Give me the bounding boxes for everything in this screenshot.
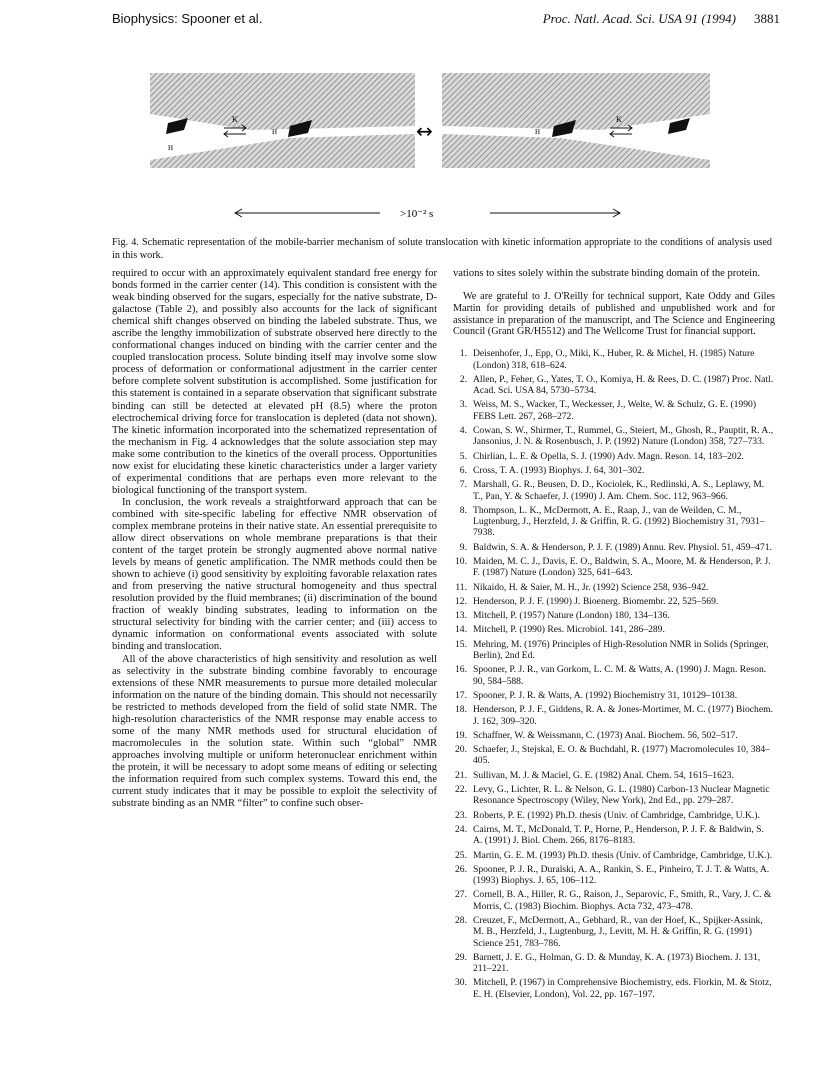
reference-text: Henderson, P. J. F., Giddens, R. A. & Jones-Mortimer, M. C. (1977) Biochem. J. 162, 309–320. [473,704,773,727]
reference-item [453,770,775,781]
reference-item [453,744,775,767]
h-label-right: H [535,128,541,136]
reference-text: Allen, P., Feher, G., Yates, T. O., Komiya, H. & Rees, D. C. (1987) Proc. Natl. Acad. Sci. USA 84, 5730–5734. [473,373,774,397]
reference-number: 27. [455,889,467,901]
running-head-journal [543,10,780,28]
reference-text: Chirlian, L. E. & Opella, S. J. (1990) Adv. Magn. Reson. 14, 183–202. [473,450,744,462]
reference-text: Weiss, M. S., Wacker, T., Weckesser, J., Welte, W. & Schulz, G. E. (1990) FEBS Lett. 267, 268–272. [473,399,757,422]
left-column [112,268,437,810]
reference-number: 13. [455,610,467,622]
reference-text: Mitchell, P. (1990) Res. Microbiol. 141, 286–289. [473,624,665,636]
reference-text: Creuzet, F., McDermott, A., Gebhard, R., van der Hoef, K., Spijker-Assink, M. B., Herzfeld, J., Lugtenburg, J., Levitt, M. H. & Griffin, R. G. (1991) Science 251, 783–786. [473,915,763,949]
reference-number: 5. [459,450,467,462]
reference-number: 4. [459,425,467,437]
membrane-bottom-left [150,134,415,168]
reference-text: Mitchell, P. (1957) Nature (London) 180, 134–136. [473,610,670,622]
reference-number: 3. [459,399,467,411]
caption-text: Schematic representation of the mobile-barrier mechanism of solute translocation with kinetic information appropriate to the conditions of analysis used in this work. [112,237,773,261]
reference-text: Cairns, M. T., McDonald, T. P., Horne, P., Henderson, P. J. F. & Baldwin, S. A. (1991) J. Biol. Chem. 266, 8176–8183. [473,823,764,847]
reference-text: Deisenhofer, J., Epp, O., Miki, K., Huber, R. & Michel, H. (1985) Nature (London) 318, 618–624. [473,348,755,371]
reference-item [453,542,775,553]
reference-item [453,596,775,607]
page-number: 3881 [754,11,780,26]
reference-number: 7. [459,479,467,491]
reference-number: 29. [455,951,467,963]
caption-label: Fig. 4. [112,237,139,248]
reference-number: 6. [459,464,467,476]
reference-text: Roberts, P. E. (1992) Ph.D. thesis (Univ. of Cambridge, Cambridge, U.K.). [473,809,760,821]
h-label-left: H [168,144,174,152]
acknowledgment: We are grateful to J. O'Reilly for technical support, Kate Oddy and Giles Martin for providing details of published and unpublished work and for assistance in preparation of the manuscript, and The Science and Engineering Council (Grant GR/H5512) and The Wellcome Trust for financial support. [453,291,775,338]
reference-text: Henderson, P. J. F. (1990) J. Bioenerg. Biomembr. 22, 525–569. [473,595,719,607]
reference-item [453,465,775,476]
reference-item [453,610,775,621]
figure-caption [112,236,772,262]
reference-number: 24. [455,823,467,835]
solute-flag-outer-right [668,118,690,134]
conformation-exchange-arrow: ↔ [416,119,433,143]
reference-item [453,624,775,635]
reference-number: 28. [455,915,467,926]
k-label-left: K [232,115,238,124]
reference-text: Marshall, G. R., Beusen, D. D., Kociolek, K., Redlinski, A. S., Leplawy, M. T., Pan, Y. & Schaefer, J. (1990) J. Am. Chem. Soc. 112, 963–966. [473,479,765,502]
reference-item [453,730,775,741]
reference-text: Maiden, M. C. J., Davis, E. O., Baldwin, S. A., Moore, M. & Henderson, P. J. F. (1987) Nature (London) 325, 641–643. [473,555,771,579]
reference-text: Sullivan, M. J. & Maciel, G. E. (1982) Anal. Chem. 54, 1615–1623. [473,769,734,781]
reference-text: Cross, T. A. (1993) Biophys. J. 64, 301–302. [473,464,645,476]
reference-item [453,704,775,727]
reference-number: 18. [455,704,467,716]
membrane-top-left [150,73,415,130]
reference-number: 10. [455,555,467,567]
figure-4 [150,68,720,228]
reference-number: 16. [455,664,467,676]
reference-item [453,690,775,701]
reference-number: 23. [455,809,467,821]
reference-item [453,824,775,847]
membrane-bottom-right [442,134,710,168]
paragraph-continuation: vations to sites solely within the substrate binding domain of the protein. [453,268,760,279]
timescale-label: >10⁻² s [400,208,434,220]
reference-item [453,864,775,887]
reference-text: Spooner, P. J. R. & Watts, A. (1992) Biochemistry 31, 10129–10138. [473,689,738,701]
reference-number: 14. [455,624,467,636]
reference-item [453,374,775,397]
reference-number: 25. [455,849,467,861]
reference-number: 17. [455,689,467,701]
reference-number: 12. [455,595,467,607]
reference-text: Spooner, P. J. R., Duralski, A. A., Rankin, S. E., Pinheiro, T. J. T. & Watts, A. (1993) Biophys. J. 65, 106–112. [473,863,770,887]
paragraph-outlook: All of the above characteristics of high sensitivity and resolution as well as selectivity in the substrate binding combine favorably to encourage extensions of these NMR measurements to pursue more detailed molecular information on the nature of the binding domain. This should not necessarily be restricted to methods developed from the field of solid state NMR. The high-resolution characteristics of the NMR response may enable access to some of the many NMR methods used for structural elucidation of macromolecules in the solution state. Within such “global” NMR approaches involving multiple or uniform heteronuclear enrichment within the protein, it will be necessary to adopt some means of editing or selecting the information required from such complex systems. Toward this end, the current study indicates that it may be possible to exploit the selectivity of substrate binding as an NMR “filter” to confine such obser- [112,653,437,810]
reference-text: Barnett, J. E. G., Holman, G. D. & Munday, K. A. (1973) Biochem. J. 131, 211–221. [473,951,761,975]
reference-number: 15. [455,638,467,650]
reference-number: 9. [459,541,467,553]
reference-text: Mehring, M. (1976) Principles of High-Resolution NMR in Solids (Springer, Berlin), 2nd Ed. [473,638,769,662]
solute-flag-outer-left [166,118,188,134]
paragraph-conclusion: In conclusion, the work reveals a straightforward approach that can be combined with site-specific labeling for effective NMR observation of complex membrane proteins in their native state. An essential prerequisite to allow direct observations on whole membrane preparations is that their content of the target protein be strongly augmented above normal native levels by means of genetic amplification. The NMR methods could then be shown to achieve (i) good sensitivity by exploiting favorable relaxation rates and from preserving the native structural homogeneity and thus spectral resolution provided by the fluid membranes; (ii) discrimination of the bound fraction of weakly binding substrates, leading to information on the structural selectivity for binding with the carrier center; and (iii) access to dynamic information on conformational events associated with solute binding and translocation. [112,496,437,653]
reference-item [453,399,775,422]
reference-item [453,784,775,807]
reference-item [453,425,775,448]
reference-text: Martin, G. E. M. (1993) Ph.D. thesis (Univ. of Cambridge, Cambridge, U.K.). [473,849,773,861]
reference-text: Levy, G., Lichter, R. L. & Nelson, G. L. (1980) Carbon-13 Nuclear Magnetic Resonance Spectroscopy (Wiley, New York), 2nd Ed., pp. 279–287. [473,784,770,807]
reference-item [453,556,775,579]
reference-number: 8. [459,504,467,516]
right-column [453,268,775,1003]
reference-number: 30. [455,977,467,989]
reference-number: 1. [459,348,467,360]
reference-text: Thompson, L. K., McDermott, A. E., Raap, J., van de Weilden, C. M., Lugtenburg, J., Herzfeld, J. & Griffin, R. G. (1992) Biochemistry 31, 7931–7938. [473,504,765,539]
paragraph-carrier-binding: required to occur with an approximately equivalent standard free energy for bonds formed in the carrier center (14). This condition is consistent with the weak binding observed for the sugars, especially for the native substrate, D-galactose (Table 2), and possibly also accounts for the lack of significant chemical shift changes observed on binding the labeled substrate. Thus, we ascribe the lengthy immobilization of substrate observed here directly to the conformational changes induced on binding with the carrier center and the coupled translocation process. Solute binding itself may involve some slow process of deformation or conformational adjustment in the carrier center before complete solvent substitution is accomplished. Some justification for this statement is contained in a separate observation that significant substrate binding can still be detected at elevated pH (8.5) where the proton electrochemical driving force for translocation is depleted (data not shown). The kinetic information incorporated into the schematized representation of the mechanism in Fig. 4 acknowledges that the solute association step may make some contribution to the kinetics of the overall process. Opportunities now exist for elucidating these kinetic characteristics under a larger variety of experimental conditions that are perhaps even more relevant to the biological functioning of the transport system. [112,268,437,496]
reference-item [453,664,775,687]
journal-citation: Proc. Natl. Acad. Sci. USA 91 (1994) [542,11,736,26]
reference-number: 26. [455,863,467,875]
reference-item [453,850,775,861]
reference-item [453,479,775,502]
reference-item [453,639,775,662]
reference-text: Mitchell, P. (1967) in Comprehensive Biochemistry, eds. Florkin, M. & Stotz, E. H. (Elsevier, London), Vol. 22, pp. 167–197. [473,977,772,1000]
running-head-section: Biophysics: Spooner et al. [112,11,263,26]
reference-text: Nikaido, H. & Saier, M. H., Jr. (1992) Science 258, 936–942. [473,581,709,593]
membrane-top-right [442,73,710,130]
reference-item [453,977,775,1000]
reference-number: 22. [455,784,467,796]
reference-text: Baldwin, S. A. & Henderson, P. J. F. (1989) Annu. Rev. Physiol. 51, 459–471. [473,541,772,553]
reference-number: 20. [455,744,467,756]
reference-text: Schaefer, J., Stejskal, E. O. & Buchdahl, R. (1977) Macromolecules 10, 384–405. [473,744,770,767]
reference-text: Cornell, B. A., Hiller, R. G., Raison, J., Separovic, F., Smith, R., Vary, J. C. & Morris, C. (1983) Biochim. Biophys. Acta 732, 473–478. [473,889,772,912]
reference-number: 21. [455,769,467,781]
reference-number: 2. [459,373,467,385]
reference-item [453,348,775,371]
reference-item [453,915,775,949]
h-label-mid: H [272,128,278,136]
reference-item [453,952,775,975]
reference-text: Cowan, S. W., Shirmer, T., Rummel, G., Steiert, M., Ghosh, R., Pauptit, R. A., Jansonius, J. N. & Rosenbusch, J. P. (1992) Nature (London) 358, 727–733. [473,425,774,448]
mechanism-schematic [150,68,720,228]
reference-list [453,348,775,1000]
reference-text: Spooner, P. J. R., van Gorkom, L. C. M. & Watts, A. (1990) J. Magn. Reson. 90, 584–588. [473,664,767,687]
reference-text: Schaffner, W. & Weissmann, C. (1973) Anal. Biochem. 56, 502–517. [473,729,738,741]
page-header [112,10,780,28]
reference-item [453,889,775,912]
reference-item [453,505,775,539]
reference-item [453,451,775,462]
reference-number: 19. [455,729,467,741]
reference-item [453,810,775,821]
k-label-right: K [616,115,622,124]
reference-number: 11. [455,581,467,593]
reference-item [453,582,775,593]
